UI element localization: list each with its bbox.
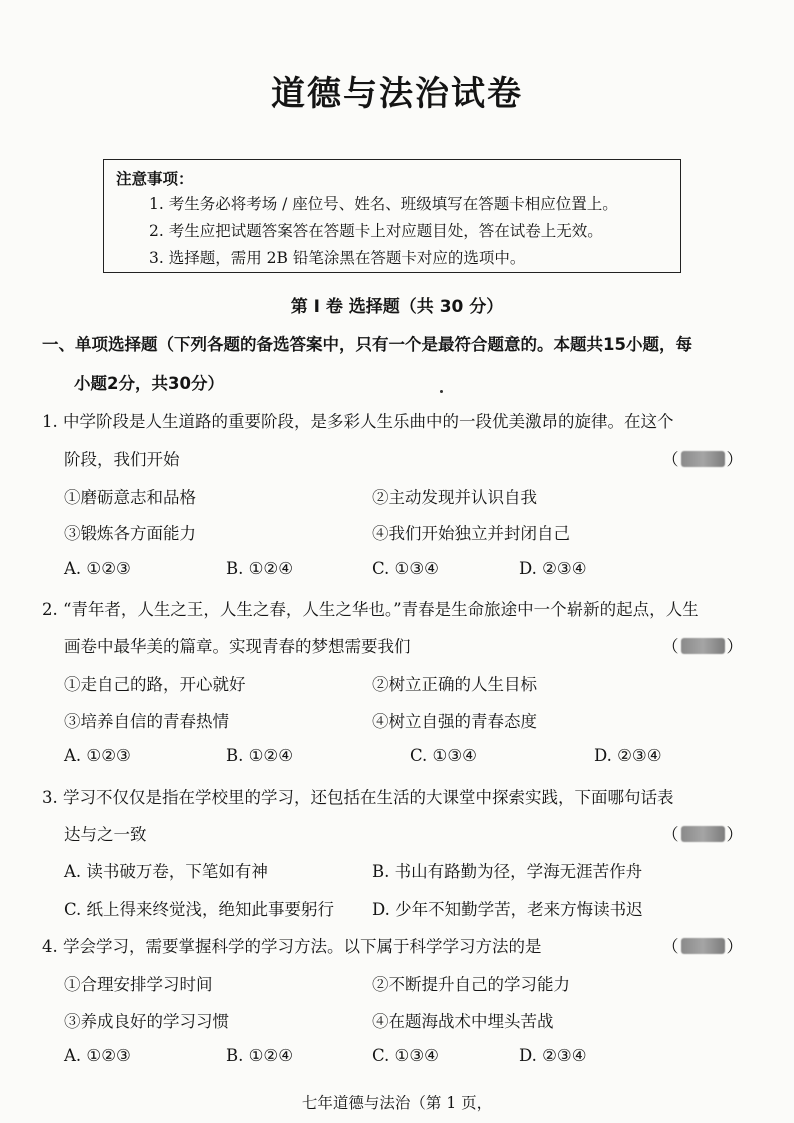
notice-item: 1. 考生务必将考场 / 座位号、姓名、班级填写在答题卡相应位置上。 [149, 195, 618, 213]
question-3-choice: A. 读书破万卷，下笔如有神 [64, 862, 268, 881]
notice-item: 2. 考生应把试题答案答在答题卡上对应题目处，答在试卷上无效。 [149, 222, 603, 240]
redacted-answer [681, 638, 725, 654]
question-2-answer-paren [662, 633, 743, 657]
paren-open: （ [662, 825, 679, 844]
question-4-choice: B. ①②④ [226, 1046, 293, 1065]
question-3-stem-cont: 达与之一致 [64, 825, 147, 844]
section-title: 第 I 卷 选择题（共 30 分） [290, 297, 504, 317]
redacted-answer [681, 451, 725, 467]
question-2-option: ③培养自信的青春热情 [64, 712, 229, 731]
question-3-answer-paren [662, 821, 743, 845]
paren-open: （ [662, 450, 679, 469]
question-3-choice: D. 少年不知勤学苦，老来方悔读书迟 [372, 900, 643, 919]
question-2-option: ②树立正确的人生目标 [372, 675, 537, 694]
speck-mark [440, 390, 443, 393]
redacted-answer [681, 826, 725, 842]
redacted-answer [681, 938, 725, 954]
question-1-choice: B. ①②④ [226, 559, 293, 578]
question-3-choice: B. 书山有路勤为径，学海无涯苦作舟 [372, 862, 643, 881]
question-2-choice: C. ①③④ [410, 746, 477, 765]
question-2-option: ④树立自强的青春态度 [372, 712, 537, 731]
question-3-stem: 3. 学习不仅仅是指在学校里的学习，还包括在生活的大课堂中探索实践，下面哪句话表 [42, 788, 674, 807]
part-instructions-line2: 小题2分，共30分） [74, 374, 224, 393]
question-2-stem-cont: 画卷中最华美的篇章。实现青春的梦想需要我们 [64, 637, 411, 656]
question-1-stem: 1. 中学阶段是人生道路的重要阶段，是多彩人生乐曲中的一段优美激昂的旋律。在这个 [42, 412, 674, 431]
question-1-option: ②主动发现并认识自我 [372, 488, 537, 507]
question-1-choice: C. ①③④ [372, 559, 439, 578]
question-1-option: ①磨砺意志和品格 [64, 488, 196, 507]
question-1-choice: A. ①②③ [64, 559, 131, 578]
notice-heading: 注意事项： [116, 170, 194, 188]
question-4-option: ④在题海战术中埋头苦战 [372, 1012, 554, 1031]
paren-close: ） [726, 937, 743, 956]
question-1-answer-paren [662, 446, 743, 470]
paren-open: （ [662, 637, 679, 656]
paren-close: ） [726, 637, 743, 656]
part-instructions-line1: 一、单项选择题（下列各题的备选答案中，只有一个是最符合题意的。本题共15小题，每 [42, 335, 692, 354]
question-1-option: ④我们开始独立并封闭自己 [372, 524, 570, 543]
question-4-stem: 4. 学会学习，需要掌握科学的学习方法。以下属于科学学习方法的是 [42, 937, 542, 956]
question-4-option: ②不断提升自己的学习能力 [372, 975, 570, 994]
notice-box [103, 159, 681, 273]
question-2-choice: A. ①②③ [64, 746, 131, 765]
question-2-choice: D. ②③④ [594, 746, 662, 765]
question-2-choice: B. ①②④ [226, 746, 293, 765]
notice-item: 3. 选择题，需用 2B 铅笔涂黑在答题卡对应的选项中。 [149, 249, 526, 267]
question-1-choice: D. ②③④ [519, 559, 587, 578]
page-footer: 七年道德与法治（第 1 页， [301, 1094, 493, 1112]
question-4-option: ③养成良好的学习习惯 [64, 1012, 229, 1031]
question-2-stem: 2. “青年者，人生之王，人生之春，人生之华也。”青春是生命旅途中一个崭新的起点，人生 [42, 600, 699, 619]
question-4-choice: C. ①③④ [372, 1046, 439, 1065]
question-4-option: ①合理安排学习时间 [64, 975, 213, 994]
question-1-stem-cont: 阶段，我们开始 [64, 450, 180, 469]
page-title: 道德与法治试卷 [271, 74, 523, 114]
question-4-choice: D. ②③④ [519, 1046, 587, 1065]
question-3-choice: C. 纸上得来终觉浅，绝知此事要躬行 [64, 900, 335, 919]
paren-open: （ [662, 937, 679, 956]
question-4-answer-paren [662, 933, 743, 957]
paren-close: ） [726, 825, 743, 844]
question-4-choice: A. ①②③ [64, 1046, 131, 1065]
question-1-option: ③锻炼各方面能力 [64, 524, 196, 543]
paren-close: ） [726, 450, 743, 469]
question-2-option: ①走自己的路，开心就好 [64, 675, 246, 694]
